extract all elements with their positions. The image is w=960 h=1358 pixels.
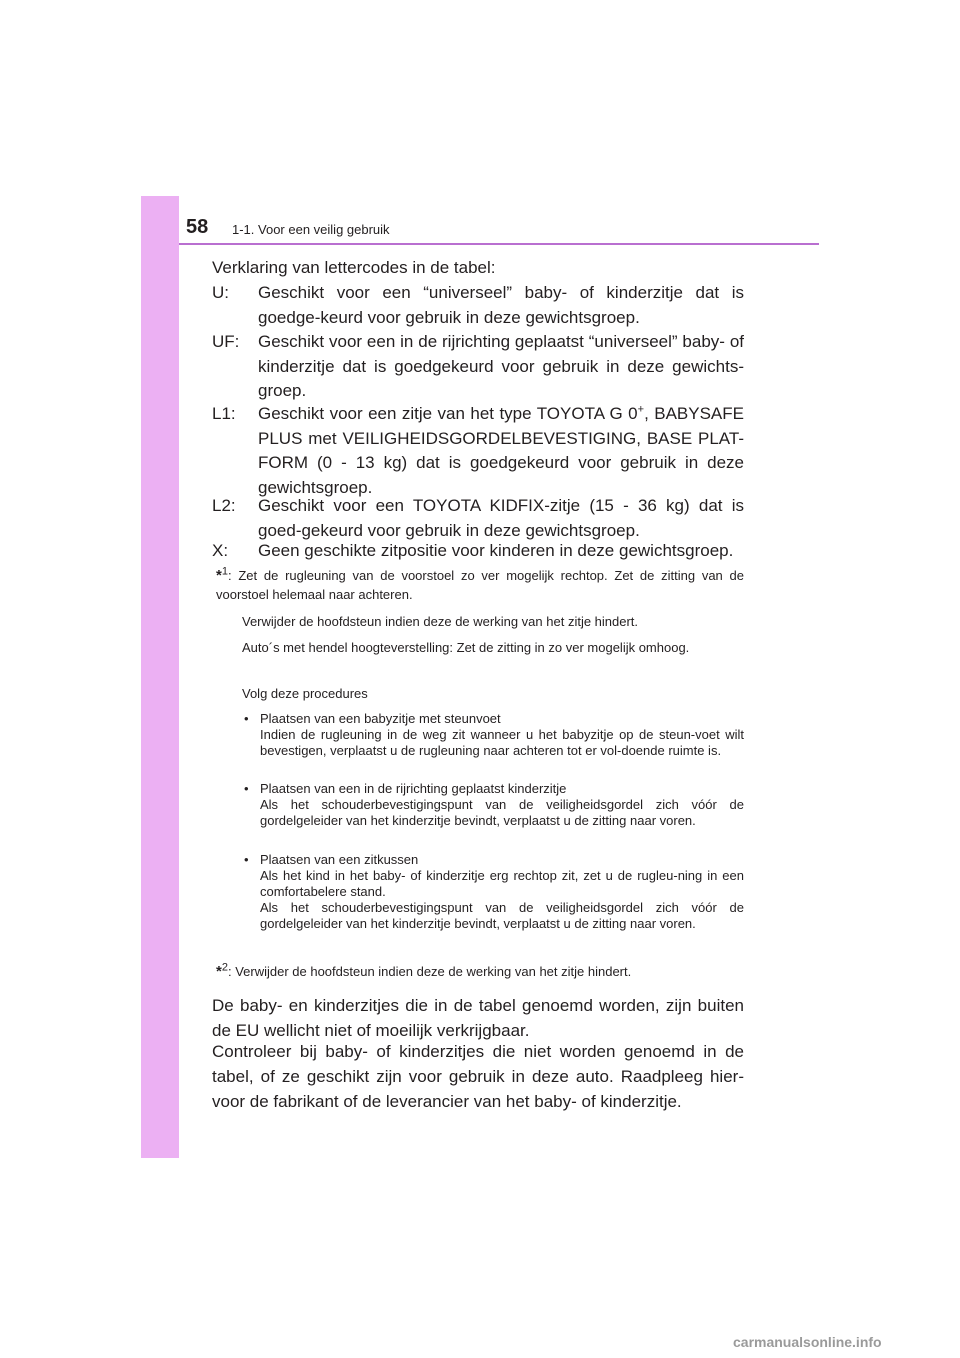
code-description: Geen geschikte zitpositie voor kinderen in deze gewichtsgroep.	[258, 541, 734, 560]
code-label: X:	[212, 541, 229, 560]
code-label: L2:	[212, 496, 236, 515]
code-description: Geschikt voor een TOYOTA KIDFIX-zitje (15 - 36 kg) dat is goed-gekeurd voor gebruik in deze gewichtsgroep.	[258, 496, 744, 540]
section-title: 1-1. Voor een veilig gebruik	[232, 222, 390, 237]
footnote-1: *$^1$: Zet de rugleuning van de voorstoel zo ver mogelijk rechtop. Zet de zitting van de voorstoel helemaal naar achteren.	[216, 565, 744, 602]
bullet-dot: •	[244, 852, 249, 867]
footnote-1-line-2: Verwijder de hoofdsteun indien deze de werking van het zitje hindert.	[242, 614, 639, 629]
footnote-marker: *	[216, 567, 222, 584]
code-description: Geschikt voor een in de rijrichting geplaatst “universeel” baby- of kinderzitje dat is goedgekeurd voor gebruik in deze gewichts-groep.	[258, 332, 744, 400]
footnote-1-line-3: Auto´s met hendel hoogteverstelling: Zet de zitting in zo ver mogelijk omhoog.	[242, 640, 690, 655]
code-label: U:	[212, 283, 229, 302]
code-description: Geschikt voor een zitje van het type TOYOTA G 0+, BABYSAFE PLUS met VEILIGHEIDSGORDELBEVESTIGING, BASE PLAT-FORM (0 - 13 kg) dat is goedgekeurd voor gebruik in deze gewichtsgroep.	[258, 403, 744, 497]
code-item-l2	[212, 494, 744, 543]
footnote-1-line-4: Volg deze procedures	[242, 686, 368, 701]
code-label: L1:	[212, 404, 236, 423]
procedure-bullet	[244, 852, 744, 932]
bullet-description: Als het schouderbevestigingspunt van de veiligheidsgordel zich vóór de gordelgeleider van het kinderzitje bevindt, verplaatst u de zitting naar voren.	[260, 797, 744, 828]
intro-text: Verklaring van lettercodes in de tabel:	[212, 258, 496, 277]
code-item-uf	[212, 330, 744, 404]
bullet-dot: •	[244, 711, 249, 726]
procedure-bullet	[244, 781, 744, 829]
code-item-u	[212, 281, 744, 330]
bullet-heading: Plaatsen van een babyzitje met steunvoet	[260, 711, 501, 726]
code-description: Geschikt voor een “universeel” baby- of kinderzitje dat is goedge-keurd voor gebruik in deze gewichtsgroep.	[258, 283, 744, 327]
consult-paragraph: Controleer bij baby- of kinderzitjes die niet worden genoemd in de tabel, of ze geschikt zijn voor gebruik in deze auto. Raadpleeg hier-voor de fabrikant of de leverancier van het baby- of kinderzitje.	[212, 1042, 744, 1111]
code-label: UF:	[212, 332, 240, 351]
chapter-sidebar-tab	[141, 196, 179, 1158]
bullet-description: Als het kind in het baby- of kinderzitje erg rechtop zit, zet u de rugleu-ning in een comfortabelere stand.	[260, 868, 744, 899]
availability-paragraph: De baby- en kinderzitjes die in de tabel genoemd worden, zijn buiten de EU wellicht niet of moeilijk verkrijgbaar.	[212, 996, 744, 1040]
footnote-marker: *	[216, 963, 222, 980]
watermark-text: carmanualsonline.info	[733, 1334, 882, 1350]
bullet-heading: Plaatsen van een zitkussen	[260, 852, 419, 867]
page-number: 58	[186, 216, 209, 238]
footnote-2: *$^2$: Verwijder de hoofdsteun indien deze de werking van het zitje hindert.	[216, 961, 632, 980]
code-item-l1	[212, 402, 744, 500]
procedure-bullet	[244, 711, 744, 759]
bullet-description-2: Als het schouderbevestigingspunt van de veiligheidsgordel zich vóór de gordelgeleider van het kinderzitje bevindt, verplaatst u de zitting naar voren.	[260, 900, 744, 931]
bullet-dot: •	[244, 781, 249, 796]
bullet-description: Indien de rugleuning in de weg zit wanneer u het babyzitje op de steun-voet wilt bevestigen, verplaatst u de rugleuning naar achteren tot er vol-doende ruimte is.	[260, 727, 744, 758]
header-divider	[179, 243, 819, 245]
code-item-x	[212, 539, 744, 564]
bullet-heading: Plaatsen van een in de rijrichting geplaatst kinderzitje	[260, 781, 567, 796]
